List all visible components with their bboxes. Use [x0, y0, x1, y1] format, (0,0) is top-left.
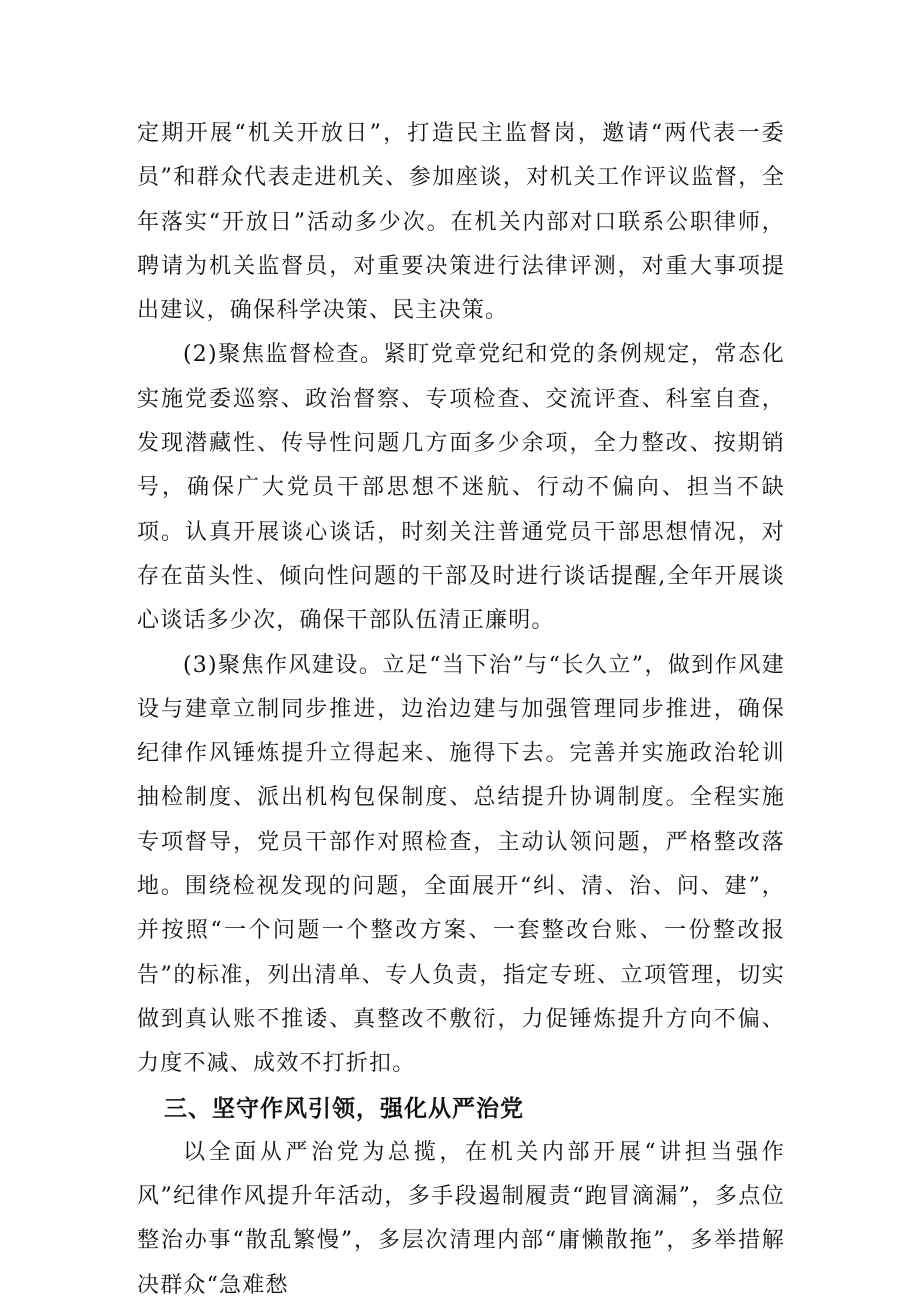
section-heading: 三、坚守作风引领，强化从严治党: [164, 1095, 524, 1122]
paragraph-open-day: 定期开展“机关开放日”，打造民主监督岗，邀请“两代表一委员”和群众代表走进机关、参加座谈，对机关工作评议监督，全年落实“开放日”活动多少次。在机关内部对口联系公职律师，聘请为机关监督员，对重要决策进行法律评测，对重大事项提出建议，确保科学决策、民主决策。: [137, 121, 785, 324]
paragraph-work-style-building: (3)聚焦作风建设。立足“当下治”与“长久立”，做到作风建设与建章立制同步推进，边治边建与加强管理同步推进，确保纪律作风锤炼提升立得起来、施得下去。完善并实施政治轮训抽检制度、派出机构包保制度、总结提升协调制度。全程实施专项督导，党员干部作对照检查，主动认领问题，严格整改落地。围绕检视发现的问题，全面展开“纠、清、治、问、建”，并按照“一个问题一个整改方案、一套整改台账、一份整改报告”的标准，列出清单、专人负责，指定专班、立项管理，切实做到真认账不推诿、真整改不敷衍，力促锤炼提升方向不偏、力度不减、成效不打折扣。: [137, 652, 785, 1077]
paragraph-strict-governance: 以全面从严治党为总揽，在机关内部开展“讲担当强作风”纪律作风提升年活动，多手段遏制履责“跑冒滴漏”，多点位整治办事“散乱繁慢”，多层次清理内部“庸懒散拖”，多举措解决群众“急难愁: [137, 1139, 785, 1298]
paragraph-supervision-inspection: (2)聚焦监督检查。紧盯党章党纪和党的条例规定，常态化实施党委巡察、政治督察、专项检查、交流评查、科室自查，发现潜藏性、传导性问题几方面多少余项，全力整改、按期销号，确保广大党员干部思想不迷航、行动不偏向、担当不缺项。认真开展谈心谈话，时刻关注普通党员干部思想情况，对存在苗头性、倾向性问题的干部及时进行谈话提醒,全年开展谈心谈话多少次，确保干部队伍清正廉明。: [137, 342, 785, 634]
document-page: [137, 112, 785, 1308]
